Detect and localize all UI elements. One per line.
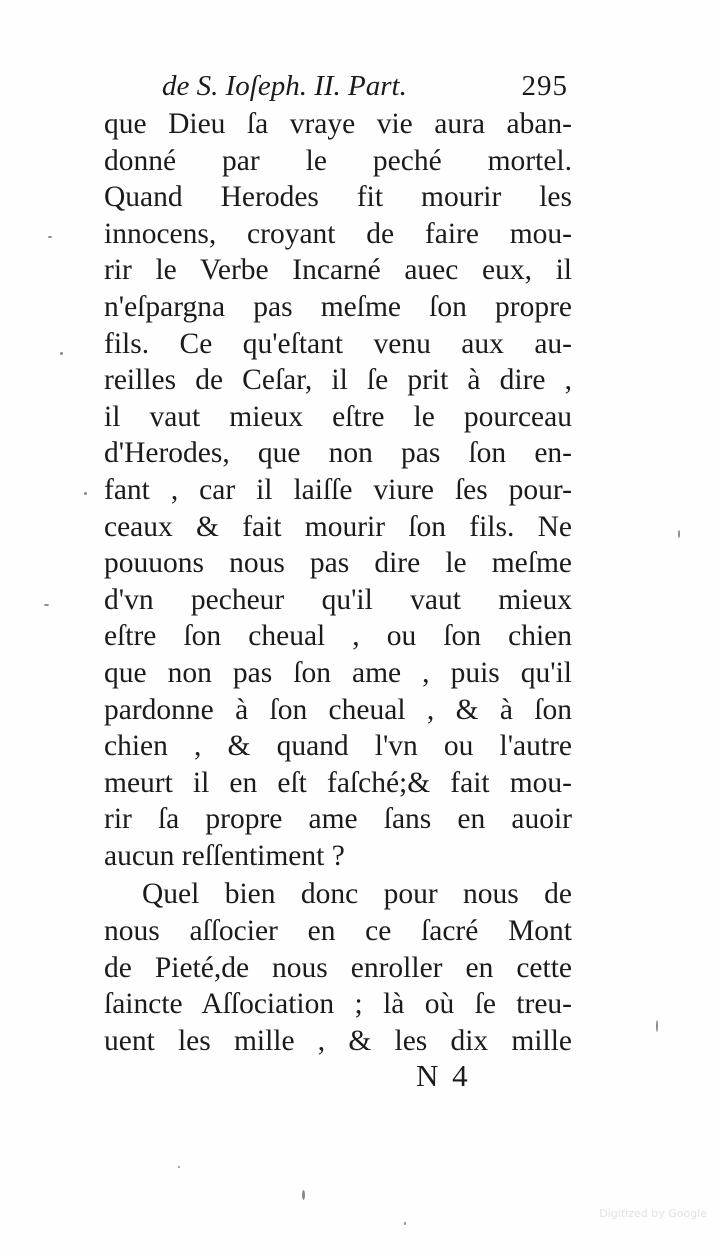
- text-line: meurt il en eſt faſché;& fait mou-: [104, 766, 572, 799]
- ink-speck: [404, 1222, 406, 1225]
- ink-speck: [84, 492, 87, 495]
- ink-speck: [44, 604, 49, 606]
- text-line: pardonne à ſon cheual , & à ſon: [104, 693, 572, 726]
- text-line: d'vn pecheur qu'il vaut mieux: [104, 583, 572, 616]
- text-line: reilles de Ceſar, il ſe prit à dire ,: [104, 364, 572, 397]
- text-line: que non pas ſon ame , puis qu'il: [104, 656, 572, 689]
- running-head: [104, 66, 572, 106]
- text-line: innocens, croyant de faire mou-: [104, 217, 572, 250]
- ink-speck: [302, 1190, 305, 1200]
- ink-speck: [678, 530, 680, 538]
- text-line: Quand Herodes fit mourir les: [104, 181, 572, 214]
- text-line: rir ſa propre ame ſans en auoir: [104, 803, 572, 836]
- ink-speck: [48, 236, 52, 238]
- text-line: d'Herodes, que non pas ſon en-: [104, 437, 572, 470]
- text-line: ceaux & fait mourir ſon fils. Ne: [104, 510, 572, 543]
- text-line: de Pieté,de nous enroller en cette: [104, 951, 572, 984]
- body-text: [104, 106, 572, 1059]
- ink-speck: [656, 1020, 658, 1032]
- paragraph-end-line: aucun reſſentiment ?: [104, 839, 345, 872]
- text-line: nous aſſocier en ce ſacré Mont: [104, 915, 572, 948]
- text-line: que Dieu ſa vraye vie aura aban-: [104, 108, 572, 140]
- running-head-title: de S. Ioſeph. II. Part.: [162, 70, 407, 102]
- text-line: fant , car il laiſſe viure ſes pour-: [104, 473, 572, 506]
- text-line: n'eſpargna pas meſme ſon propre: [104, 290, 572, 323]
- text-line: rir le Verbe Incarné auec eux, il: [104, 254, 572, 287]
- text-line: ſaincte Aſſociation ; là où ſe treu-: [104, 988, 572, 1021]
- text-line: il vaut mieux eſtre le pourceau: [104, 400, 572, 433]
- text-line: uent les mille , & les dix mille: [104, 1024, 572, 1057]
- ink-speck: [60, 352, 63, 355]
- text-line: donné par le peché mortel.: [104, 144, 572, 177]
- page-number: 295: [521, 70, 568, 102]
- digitization-watermark: Digitized by Google: [599, 1207, 707, 1220]
- text-line: pouuons nous pas dire le meſme: [104, 547, 572, 580]
- text-line: fils. Ce qu'eſtant venu aux au-: [104, 327, 572, 360]
- text-line: eſtre ſon cheual , ou ſon chien: [104, 620, 572, 653]
- ink-speck: [178, 1166, 180, 1168]
- signature-mark: N 4: [416, 1058, 471, 1093]
- paragraph-start-line: Quel bien donc pour nous de: [142, 878, 572, 911]
- text-line: chien , & quand l'vn ou l'autre: [104, 730, 572, 763]
